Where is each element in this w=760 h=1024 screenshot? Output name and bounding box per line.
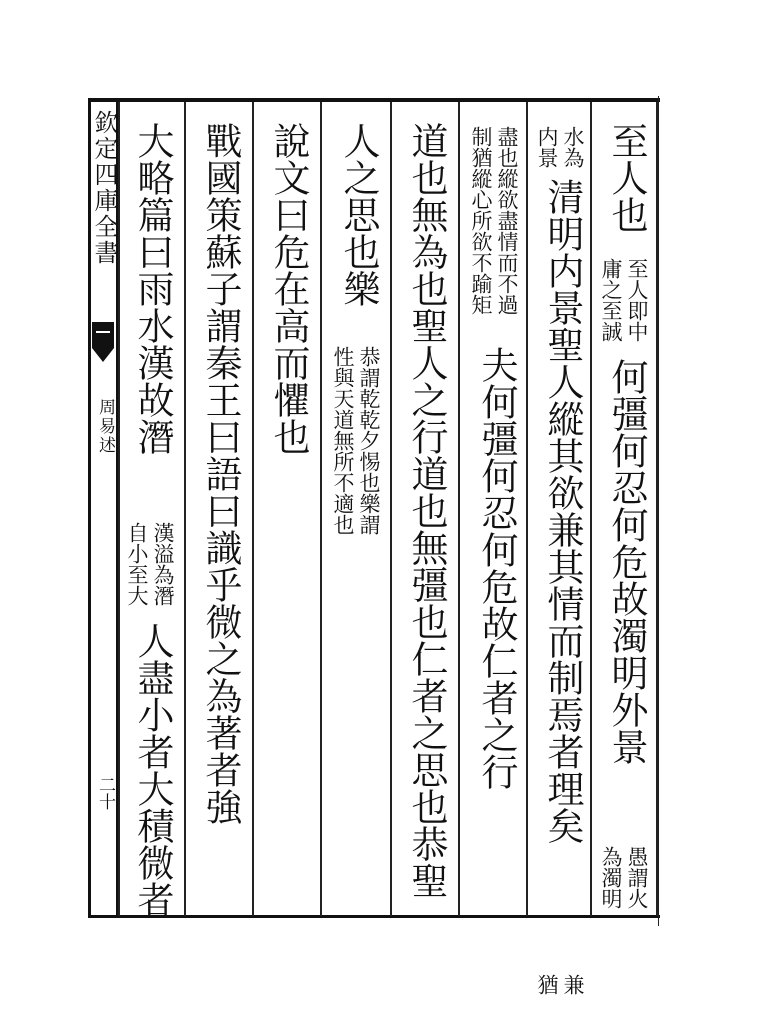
margin-chapter-label: 周易述: [95, 398, 115, 455]
annotation-line: 盡也縱欲盡情而不過: [495, 126, 519, 315]
main-text: 人之思也樂: [337, 122, 380, 307]
main-text: 至人也: [605, 122, 648, 233]
annotation-line: 至人即中: [625, 258, 649, 342]
annotation-line: 愚謂火: [625, 846, 649, 909]
main-text: 人盡小者大積微者: [131, 622, 174, 918]
annotation-line: 自小至大: [125, 522, 149, 606]
annotation-note: [535, 974, 585, 995]
annotation-line: 内景: [535, 126, 559, 168]
annotation-line: 兼: [561, 974, 585, 995]
annotation-line: 水為: [561, 126, 585, 168]
page-edge-rule: [658, 96, 659, 926]
main-text: 清明内景聖人縱其欲兼其情而制焉者理矣: [541, 178, 584, 844]
column-rule: [458, 102, 460, 916]
annotation-note: [535, 126, 585, 168]
column-rule: [390, 102, 392, 916]
annotation-line: 為濁明: [599, 846, 623, 909]
annotation-line: 漢溢為潛: [151, 522, 175, 606]
annotation-note: [599, 846, 649, 909]
main-text: 道也無為也聖人之行道也無彊也仁者之思也恭聖: [405, 122, 448, 899]
annotation-line: 恭謂乾乾夕惕也樂謂: [357, 346, 381, 535]
margin-book-title: 欽定四庫全書: [90, 110, 118, 266]
column-rule: [320, 102, 322, 916]
annotation-line: 制猶縱心所欲不踰矩: [469, 126, 493, 315]
annotation-note: [469, 126, 519, 315]
fishtail-mark-icon: [92, 322, 114, 362]
main-text: 夫何彊何忍何危故仁者之行: [475, 346, 518, 790]
main-text: 戰國策蘇子謂秦王曰語曰識乎微之為著者強: [199, 122, 242, 825]
main-text: 說文曰危在高而懼也: [267, 122, 310, 455]
column-rule: [656, 102, 658, 916]
column-rule: [184, 102, 186, 916]
main-text: 何彊何忍何危故濁明外景: [605, 358, 648, 765]
annotation-note: [599, 258, 649, 342]
annotation-note: [125, 522, 175, 606]
margin-page-number: 二十: [95, 776, 115, 810]
column-rule: [526, 102, 528, 916]
annotation-line: 庸之至誠: [599, 258, 623, 342]
annotation-line: 性與天道無所不適也: [331, 346, 355, 535]
main-text: 大略篇曰雨水漢故潛: [131, 122, 174, 455]
annotation-note: [331, 346, 381, 535]
column-rule: [252, 102, 254, 916]
column-rule: [590, 102, 592, 916]
annotation-line: 猶: [535, 974, 559, 995]
column-rule: [118, 102, 120, 916]
